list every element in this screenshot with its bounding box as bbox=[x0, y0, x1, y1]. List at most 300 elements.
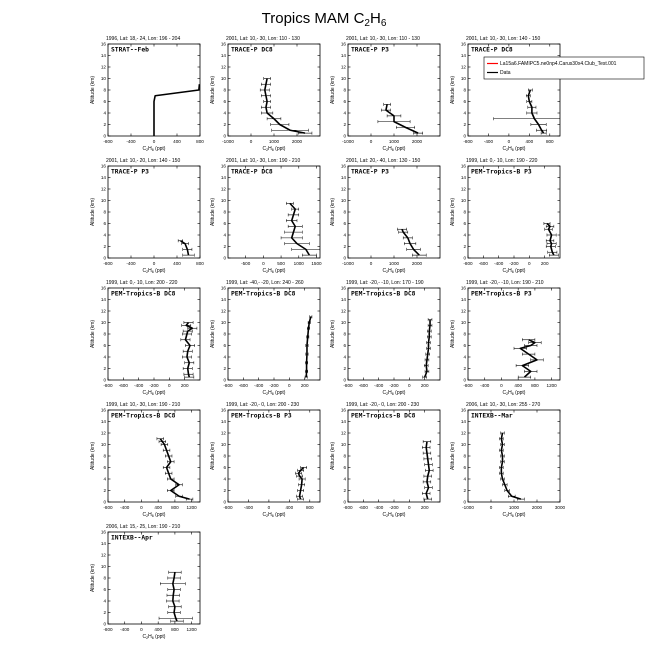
x-tick-label: -400 bbox=[126, 139, 136, 144]
data-profile-line bbox=[402, 229, 419, 255]
y-axis-label: Altitude (km) bbox=[450, 319, 456, 349]
x-tick-label: -1000 bbox=[342, 139, 354, 144]
y-tick-label: 10 bbox=[340, 320, 346, 326]
panel-8 bbox=[450, 158, 560, 274]
y-tick-label: 16 bbox=[340, 285, 346, 291]
panel-header: 2001, Lat: 10,- 30, Lon: 190 - 210 bbox=[226, 158, 301, 164]
plot-frame bbox=[468, 288, 560, 380]
x-tick-label: 500 bbox=[277, 261, 285, 266]
panel-header: 1999, Lat: 10,- 30, Lon: 190 - 210 bbox=[106, 402, 181, 408]
y-tick-label: 14 bbox=[220, 297, 226, 303]
y-tick-label: 2 bbox=[103, 366, 106, 372]
y-tick-label: 0 bbox=[463, 499, 466, 505]
x-tick-label: -800 bbox=[103, 627, 113, 632]
x-tick-label: 800 bbox=[171, 627, 179, 632]
x-tick-label: 800 bbox=[545, 139, 554, 144]
y-tick-label: 14 bbox=[460, 175, 466, 181]
legend-data-label: Data bbox=[500, 70, 511, 77]
y-tick-label: 4 bbox=[343, 354, 346, 360]
x-tick-label: -800 bbox=[463, 383, 473, 388]
y-tick-label: 4 bbox=[103, 232, 106, 238]
panel-3 bbox=[330, 36, 440, 152]
campaign-label: TRACE-P P3 bbox=[351, 46, 389, 54]
y-tick-label: 8 bbox=[463, 453, 466, 459]
y-tick-label: 10 bbox=[460, 320, 466, 326]
data-layer bbox=[157, 437, 193, 500]
y-tick-label: 2 bbox=[103, 244, 106, 250]
y-tick-label: 8 bbox=[103, 209, 106, 215]
y-tick-label: 12 bbox=[460, 430, 466, 436]
x-tick-label: 200 bbox=[420, 505, 429, 510]
x-tick-label: -400 bbox=[120, 627, 130, 632]
y-tick-label: 4 bbox=[463, 232, 466, 238]
y-tick-label: 14 bbox=[340, 419, 346, 425]
panel-6 bbox=[210, 158, 322, 274]
x-tick-label: 1200 bbox=[186, 505, 197, 510]
y-tick-label: 10 bbox=[460, 442, 466, 448]
x-tick-label: 0 bbox=[267, 505, 271, 510]
x-tick-label: 1000 bbox=[388, 261, 400, 266]
y-tick-label: 16 bbox=[100, 41, 106, 47]
panel-15 bbox=[330, 402, 440, 518]
y-axis-label: Altitude (km) bbox=[90, 75, 96, 105]
x-tick-label: 2000 bbox=[291, 139, 303, 144]
y-tick-label: 0 bbox=[463, 255, 466, 261]
x-tick-label: -600 bbox=[238, 383, 248, 388]
plot-frame bbox=[108, 410, 200, 502]
panel-header: 2001, Lat: 10,- 20, Lon: 140 - 150 bbox=[106, 158, 181, 164]
y-tick-label: 16 bbox=[100, 285, 106, 291]
x-tick-label: 0 bbox=[500, 383, 503, 388]
data-profile-line bbox=[290, 203, 309, 255]
y-tick-label: 12 bbox=[460, 308, 466, 314]
y-tick-label: 0 bbox=[103, 133, 106, 139]
panel-header: 1999, Lat: -40,- -20, Lon: 240 - 260 bbox=[226, 280, 304, 286]
x-axis-label: $C_2H_6$ (ppt) bbox=[382, 146, 406, 153]
panel-header: 1999, Lat: -20,- 0, Lon: 200 - 230 bbox=[226, 402, 300, 408]
x-axis-label: $C_2H_6$ (ppt) bbox=[142, 390, 166, 397]
y-tick-label: 6 bbox=[223, 221, 226, 227]
y-tick-label: 2 bbox=[343, 244, 346, 250]
plot-frame bbox=[228, 44, 320, 136]
y-tick-label: 0 bbox=[223, 255, 226, 261]
x-tick-label: 200 bbox=[300, 383, 309, 388]
y-axis-label: Altitude (km) bbox=[330, 75, 336, 105]
y-axis-label: Altitude (km) bbox=[90, 197, 96, 227]
x-tick-label: -1000 bbox=[342, 261, 354, 266]
data-layer bbox=[423, 318, 432, 379]
y-tick-label: 14 bbox=[100, 419, 106, 425]
y-tick-label: 6 bbox=[223, 99, 226, 105]
panel-header: 1999, Lat: 0,- 10, Lon: 200 - 220 bbox=[106, 280, 178, 286]
x-tick-label: 2000 bbox=[411, 139, 423, 144]
y-tick-label: 6 bbox=[463, 99, 466, 105]
x-tick-label: -200 bbox=[389, 383, 399, 388]
y-tick-label: 6 bbox=[223, 465, 226, 471]
y-tick-label: 6 bbox=[103, 221, 106, 227]
x-axis-label: $C_2H_6$ (ppt) bbox=[382, 268, 406, 275]
y-tick-label: 8 bbox=[343, 87, 346, 93]
y-tick-label: 6 bbox=[103, 587, 106, 593]
x-tick-label: 200 bbox=[420, 383, 429, 388]
y-tick-label: 8 bbox=[463, 209, 466, 215]
y-tick-label: 2 bbox=[223, 488, 226, 494]
x-axis-label: $C_2H_6$ (ppt) bbox=[502, 146, 526, 153]
x-tick-label: 0 bbox=[140, 627, 143, 632]
y-tick-label: 14 bbox=[340, 53, 346, 59]
data-layer bbox=[295, 466, 306, 501]
panel-14 bbox=[210, 402, 320, 518]
panel-header: 2001, Lat: 10,- 30, Lon: 110 - 130 bbox=[226, 36, 300, 42]
y-tick-label: 8 bbox=[223, 331, 226, 337]
y-axis-label: Altitude (km) bbox=[450, 197, 456, 227]
y-tick-label: 8 bbox=[343, 453, 346, 459]
x-axis-label: $C_2H_6$ (ppt) bbox=[502, 390, 526, 397]
x-tick-label: 1200 bbox=[546, 383, 557, 388]
y-axis-label: Altitude (km) bbox=[90, 441, 96, 471]
data-profile-line bbox=[160, 439, 189, 499]
x-tick-label: -800 bbox=[463, 139, 473, 144]
y-axis-label: Altitude (km) bbox=[330, 441, 336, 471]
y-tick-label: 4 bbox=[223, 110, 226, 116]
data-layer bbox=[154, 84, 199, 136]
y-axis-label: Altitude (km) bbox=[90, 563, 96, 593]
plot-frame bbox=[468, 166, 560, 258]
y-tick-label: 0 bbox=[463, 377, 466, 383]
data-profile-line bbox=[501, 433, 521, 499]
plot-frame bbox=[348, 410, 440, 502]
y-tick-label: 2 bbox=[103, 122, 106, 128]
y-tick-label: 4 bbox=[343, 476, 346, 482]
x-tick-label: -400 bbox=[494, 261, 504, 266]
data-layer bbox=[281, 202, 320, 257]
y-tick-label: 10 bbox=[100, 564, 106, 570]
y-tick-label: 12 bbox=[100, 186, 106, 192]
plot-frame bbox=[468, 410, 560, 502]
y-tick-label: 6 bbox=[343, 221, 346, 227]
y-tick-label: 12 bbox=[100, 430, 106, 436]
y-tick-label: 14 bbox=[460, 53, 466, 59]
x-tick-label: 800 bbox=[531, 383, 539, 388]
y-tick-label: 4 bbox=[343, 110, 346, 116]
y-tick-label: 0 bbox=[103, 499, 106, 505]
y-tick-label: 8 bbox=[103, 87, 106, 93]
x-tick-label: 800 bbox=[305, 505, 314, 510]
y-tick-label: 0 bbox=[463, 133, 466, 139]
x-tick-label: -1000 bbox=[222, 139, 234, 144]
y-tick-label: 8 bbox=[343, 209, 346, 215]
x-tick-label: -200 bbox=[389, 505, 399, 510]
x-tick-label: 0 bbox=[408, 505, 411, 510]
y-tick-label: 4 bbox=[463, 354, 466, 360]
x-tick-label: 1000 bbox=[293, 261, 304, 266]
x-axis-label: $C_2H_6$ (ppt) bbox=[262, 512, 286, 519]
y-axis-label: Altitude (km) bbox=[210, 441, 216, 471]
y-tick-label: 0 bbox=[103, 621, 106, 627]
y-axis-label: Altitude (km) bbox=[450, 75, 456, 105]
x-tick-label: 800 bbox=[171, 505, 179, 510]
y-tick-label: 6 bbox=[103, 343, 106, 349]
y-tick-label: 12 bbox=[340, 64, 346, 70]
panel-header: 2001, Lat: 20,- 40, Lon: 130 - 150 bbox=[346, 158, 421, 164]
x-tick-label: 400 bbox=[285, 505, 294, 510]
panel-header: 2006, Lat: 10,- 30, Lon: 255 - 270 bbox=[466, 402, 541, 408]
x-tick-label: -800 bbox=[343, 505, 353, 510]
y-tick-label: 16 bbox=[460, 41, 466, 47]
y-tick-label: 8 bbox=[343, 331, 346, 337]
y-tick-label: 12 bbox=[100, 552, 106, 558]
data-layer bbox=[305, 315, 312, 378]
y-tick-label: 6 bbox=[223, 343, 226, 349]
x-axis-label: $C_2H_6$ (ppt) bbox=[142, 146, 166, 153]
y-tick-label: 0 bbox=[103, 255, 106, 261]
campaign-label: TRACE-P DC8 bbox=[471, 46, 513, 54]
y-tick-label: 0 bbox=[223, 499, 226, 505]
campaign-label: PEM-Tropics-B P3 bbox=[231, 412, 292, 420]
y-tick-label: 8 bbox=[103, 575, 106, 581]
y-axis-label: Altitude (km) bbox=[210, 197, 216, 227]
data-profile-line bbox=[265, 79, 305, 134]
x-tick-label: 800 bbox=[196, 261, 204, 266]
y-tick-label: 12 bbox=[220, 308, 226, 314]
y-tick-label: 14 bbox=[100, 175, 106, 181]
x-tick-label: -800 bbox=[103, 383, 113, 388]
x-tick-label: 0 bbox=[140, 505, 143, 510]
x-tick-label: -400 bbox=[120, 505, 130, 510]
campaign-label: PEM-Tropics-B P3 bbox=[471, 168, 532, 176]
campaign-label: TRACE-P DC8 bbox=[231, 168, 273, 176]
x-tick-label: -600 bbox=[118, 383, 128, 388]
data-profile-line bbox=[547, 224, 554, 256]
y-tick-label: 16 bbox=[100, 407, 106, 413]
campaign-label: PEM-Tropics-B DC8 bbox=[111, 412, 176, 420]
x-tick-label: 1000 bbox=[388, 139, 400, 144]
data-profile-line bbox=[299, 468, 304, 500]
y-tick-label: 2 bbox=[343, 122, 346, 128]
campaign-label: PEM-Tropics-B DC8 bbox=[351, 412, 416, 420]
y-tick-label: 8 bbox=[463, 331, 466, 337]
x-tick-label: -800 bbox=[463, 261, 473, 266]
y-tick-label: 2 bbox=[103, 488, 106, 494]
x-axis-label: $C_2H_6$ (ppt) bbox=[262, 146, 286, 153]
x-tick-label: -800 bbox=[103, 139, 113, 144]
x-tick-label: 200 bbox=[540, 261, 549, 266]
x-tick-label: 400 bbox=[154, 505, 163, 510]
x-tick-label: -400 bbox=[126, 261, 136, 266]
y-tick-label: 16 bbox=[220, 407, 226, 413]
y-tick-label: 10 bbox=[340, 198, 346, 204]
x-tick-label: -800 bbox=[103, 261, 113, 266]
y-tick-label: 14 bbox=[340, 175, 346, 181]
y-tick-label: 16 bbox=[220, 163, 226, 169]
y-tick-label: 4 bbox=[463, 476, 466, 482]
x-tick-label: -400 bbox=[483, 139, 494, 144]
y-tick-label: 10 bbox=[460, 76, 466, 82]
y-tick-label: 6 bbox=[463, 465, 466, 471]
data-layer bbox=[159, 571, 192, 623]
y-tick-label: 0 bbox=[103, 377, 106, 383]
x-tick-label: 1000 bbox=[508, 505, 520, 510]
x-axis-label: $C_2H_6$ (ppt) bbox=[382, 390, 406, 397]
x-tick-label: 400 bbox=[514, 383, 523, 388]
panel-9 bbox=[90, 280, 200, 396]
y-tick-label: 4 bbox=[103, 110, 106, 116]
y-tick-label: 12 bbox=[100, 308, 106, 314]
panels-group bbox=[90, 36, 644, 640]
y-tick-label: 12 bbox=[220, 186, 226, 192]
y-tick-label: 0 bbox=[223, 133, 226, 139]
x-tick-label: 3000 bbox=[554, 505, 566, 510]
panel-5 bbox=[90, 158, 204, 274]
y-tick-label: 14 bbox=[460, 297, 466, 303]
x-tick-label: 400 bbox=[525, 139, 534, 144]
y-tick-label: 6 bbox=[103, 465, 106, 471]
x-tick-label: 0 bbox=[369, 261, 373, 266]
y-tick-label: 4 bbox=[223, 354, 226, 360]
panel-7 bbox=[330, 158, 440, 274]
data-layer bbox=[544, 222, 559, 257]
y-tick-label: 2 bbox=[463, 488, 466, 494]
y-tick-label: 16 bbox=[220, 41, 226, 47]
y-tick-label: 6 bbox=[103, 99, 106, 105]
y-tick-label: 4 bbox=[223, 232, 226, 238]
x-axis-label: $C_2H_6$ (ppt) bbox=[262, 268, 286, 275]
x-tick-label: -600 bbox=[478, 261, 488, 266]
data-layer bbox=[378, 103, 423, 135]
campaign-label: TRACE-P DC8 bbox=[231, 46, 273, 54]
x-tick-label: 2000 bbox=[531, 505, 543, 510]
x-tick-label: 1200 bbox=[186, 627, 197, 632]
y-tick-label: 2 bbox=[343, 488, 346, 494]
data-profile-line bbox=[306, 317, 311, 377]
y-tick-label: 0 bbox=[343, 499, 346, 505]
y-tick-label: 4 bbox=[463, 110, 466, 116]
y-tick-label: 16 bbox=[460, 163, 466, 169]
plot-frame bbox=[108, 532, 200, 624]
y-tick-label: 8 bbox=[463, 87, 466, 93]
x-tick-label: -800 bbox=[343, 383, 353, 388]
y-tick-label: 16 bbox=[460, 407, 466, 413]
x-tick-label: -400 bbox=[480, 383, 490, 388]
panel-17 bbox=[90, 524, 200, 640]
x-tick-label: 0 bbox=[489, 505, 493, 510]
y-tick-label: 10 bbox=[220, 198, 226, 204]
data-layer bbox=[260, 77, 312, 135]
y-tick-label: 2 bbox=[463, 122, 466, 128]
x-tick-label: -500 bbox=[241, 261, 251, 266]
panel-header: 2001, Lat: 10,- 30, Lon: 110 - 130 bbox=[346, 36, 420, 42]
legend-box bbox=[484, 57, 644, 79]
panel-10 bbox=[210, 280, 320, 396]
x-tick-label: 2000 bbox=[411, 261, 423, 266]
y-tick-label: 8 bbox=[223, 209, 226, 215]
x-tick-label: -200 bbox=[149, 383, 159, 388]
campaign-label: PEM-Tropics-B DC8 bbox=[111, 290, 176, 298]
x-axis-label: $C_2H_6$ (ppt) bbox=[142, 512, 166, 519]
panel-13 bbox=[90, 402, 200, 518]
y-tick-label: 0 bbox=[343, 133, 346, 139]
data-profile-line bbox=[528, 90, 543, 133]
y-tick-label: 16 bbox=[220, 285, 226, 291]
x-tick-label: -600 bbox=[358, 505, 368, 510]
campaign-label: TRACE-P P3 bbox=[111, 168, 149, 176]
figure-title: Tropics MAM $C_2H_6$ bbox=[261, 10, 387, 29]
y-tick-label: 4 bbox=[103, 598, 106, 604]
y-tick-label: 2 bbox=[223, 122, 226, 128]
y-axis-label: Altitude (km) bbox=[450, 441, 456, 471]
x-tick-label: 0 bbox=[507, 139, 511, 144]
y-tick-label: 16 bbox=[100, 163, 106, 169]
x-tick-label: 0 bbox=[408, 383, 411, 388]
y-tick-label: 10 bbox=[340, 442, 346, 448]
x-tick-label: 0 bbox=[168, 383, 171, 388]
y-tick-label: 16 bbox=[460, 285, 466, 291]
y-tick-label: 8 bbox=[103, 331, 106, 337]
data-profile-line bbox=[185, 323, 192, 378]
data-layer bbox=[500, 432, 525, 501]
y-tick-label: 14 bbox=[100, 541, 106, 547]
x-tick-label: -200 bbox=[509, 261, 519, 266]
x-tick-label: -800 bbox=[223, 383, 233, 388]
campaign-label: INTEXB--Apr bbox=[111, 534, 153, 542]
y-tick-label: 2 bbox=[103, 610, 106, 616]
x-tick-label: -400 bbox=[134, 383, 144, 388]
panel-16 bbox=[450, 402, 566, 518]
y-axis-label: Altitude (km) bbox=[330, 197, 336, 227]
y-tick-label: 12 bbox=[100, 64, 106, 70]
panel-header: 1999, Lat: -20,- -10, Lon: 190 - 210 bbox=[466, 280, 544, 286]
y-tick-label: 14 bbox=[220, 419, 226, 425]
x-tick-label: 400 bbox=[173, 139, 181, 144]
y-tick-label: 10 bbox=[220, 320, 226, 326]
plot-frame bbox=[108, 166, 200, 258]
y-tick-label: 10 bbox=[100, 442, 106, 448]
y-tick-label: 2 bbox=[223, 244, 226, 250]
panel-12 bbox=[450, 280, 560, 396]
x-tick-label: -800 bbox=[103, 505, 113, 510]
y-tick-label: 12 bbox=[460, 186, 466, 192]
y-tick-label: 0 bbox=[343, 377, 346, 383]
y-tick-label: 14 bbox=[340, 297, 346, 303]
x-axis-label: $C_2H_6$ (ppt) bbox=[502, 512, 526, 519]
campaign-label: INTEXB--Mar bbox=[471, 412, 513, 420]
x-tick-label: -400 bbox=[374, 383, 384, 388]
y-tick-label: 0 bbox=[343, 255, 346, 261]
campaign-label: TRACE-P P3 bbox=[351, 168, 389, 176]
x-tick-label: 0 bbox=[152, 139, 156, 144]
campaign-label: PEM-Tropics-B DC8 bbox=[351, 290, 416, 298]
panel-header: 1999, Lat: 0,- 10, Lon: 190 - 220 bbox=[466, 158, 538, 164]
panel-header: 1999, Lat: -20,- 0, Lon: 200 - 230 bbox=[346, 402, 420, 408]
y-tick-label: 14 bbox=[460, 419, 466, 425]
x-tick-label: 0 bbox=[152, 261, 156, 266]
y-tick-label: 14 bbox=[220, 175, 226, 181]
x-tick-label: 800 bbox=[196, 139, 204, 144]
y-tick-label: 14 bbox=[100, 53, 106, 59]
x-axis-label: $C_2H_6$ (ppt) bbox=[262, 390, 286, 397]
y-axis-label: Altitude (km) bbox=[330, 319, 336, 349]
x-tick-label: -400 bbox=[243, 505, 254, 510]
y-tick-label: 12 bbox=[460, 64, 466, 70]
y-tick-label: 6 bbox=[343, 465, 346, 471]
panel-4 bbox=[450, 36, 644, 152]
x-axis-label: $C_2H_6$ (ppt) bbox=[502, 268, 526, 275]
y-tick-label: 2 bbox=[343, 366, 346, 372]
y-tick-label: 4 bbox=[103, 476, 106, 482]
legend-model-label: La15a6.FAMIPC5.ne0np4.Carus30x4.Club_Test.001 bbox=[500, 61, 617, 68]
campaign-label: PEM-Tropics-B P3 bbox=[471, 290, 532, 298]
y-tick-label: 10 bbox=[340, 76, 346, 82]
